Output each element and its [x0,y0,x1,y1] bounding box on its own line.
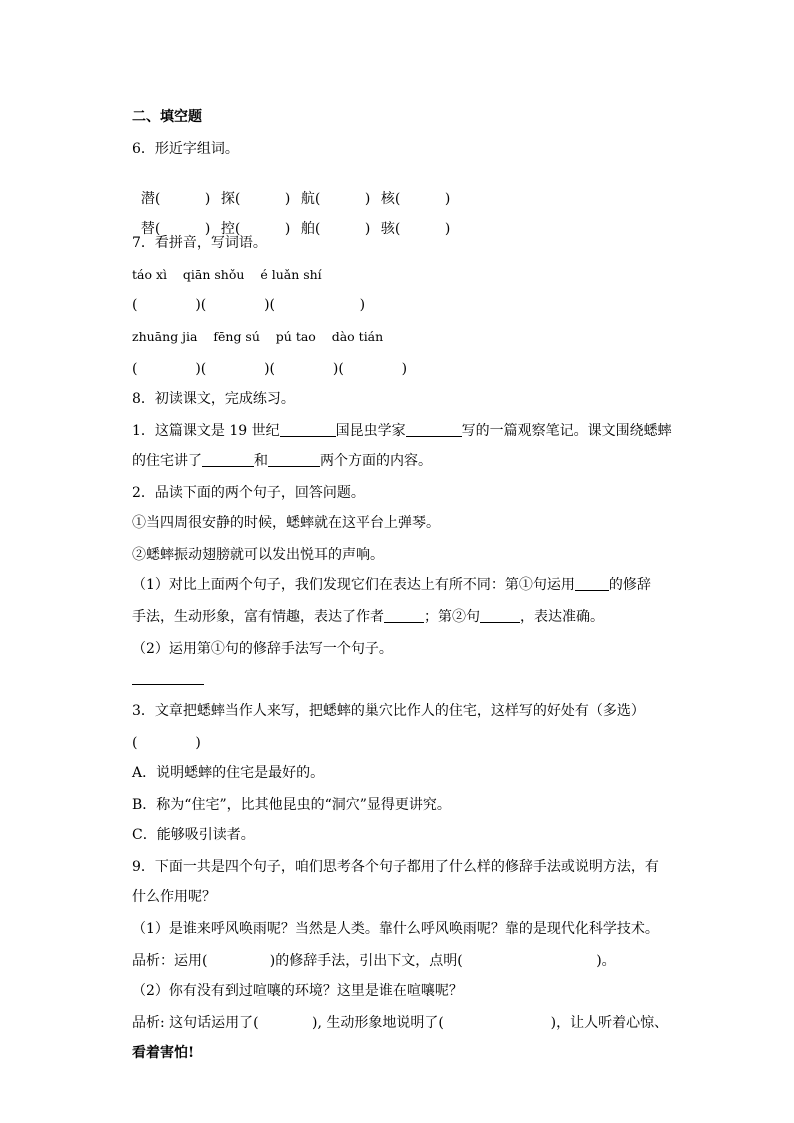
q8-sentence1: ①当四周很安静的时候，蟋蟀就在这平台上弹琴。 [132,515,440,531]
blank [480,608,520,623]
option-c: C．能够吸引读者。 [132,827,255,843]
blank [280,422,336,437]
q8-part1-line2 [132,452,432,470]
blank [575,576,609,591]
q7-pinyin-row2: zhuāng jia fēng sú pú tao dào tián [132,329,384,344]
section-title: 二、填空题 [132,109,202,125]
q7-title: 7．看拼音，写词语。 [132,235,267,251]
option-b: B．称为“住宅”，比其他昆虫的“洞穴”显得更讲究。 [132,797,451,813]
text: 两个方面的内容。 [320,453,432,469]
blank [268,452,320,467]
q6-item: 舶( ) [300,221,371,237]
q7-blanks-row1: ( )( )( ) [132,297,366,313]
q8-sub2: （2）运用第①句的修辞手法写一个句子。 [132,641,393,657]
text: 手法，生动形象，富有情趣，表达了作者 [132,609,384,625]
q7-pinyin-row1: táo xì qiān shǒu é luǎn shí [132,267,322,282]
text: 的修辞 [608,577,651,593]
text: 的住宅讲了 [132,453,202,469]
text: 写的一篇观察笔记。课文围绕蟋蟀 [461,423,672,439]
q9-analysis2: 品析: 这句话运用了( ), 生动形象地说明了( )，让人听着心惊、 [132,1015,669,1031]
q7-blanks-row2: ( )( )( )( ) [132,361,408,377]
q9-title-line1: 9．下面一共是四个句子，咱们思考各个句子都用了什么样的修辞手法或说明方法，有 [132,859,659,875]
q6-item: 控( ) [220,221,291,237]
q6-row2 [132,202,461,238]
q8-part3-blank: ( ) [132,735,201,751]
text: （1）对比上面两个句子，我们发现它们在表达上有所不同：第①句运用 [132,577,575,593]
q8-part1-line1 [132,422,672,440]
q8-sub1-line2 [132,608,604,626]
blank [406,422,462,437]
text: ，表达准确。 [520,609,604,625]
q9-title-line2: 什么作用呢？ [132,889,216,905]
q6-title: 6．形近字组词。 [132,141,239,157]
q8-sentence2: ②蟋蟀振动翅膀就可以发出悦耳的声响。 [132,547,384,563]
q9-sentence1: （1）是谁来呼风唤雨呢？当然是人类。靠什么呼风唤雨呢？靠的是现代化科学技术。 [132,921,659,937]
q6-item: 探( ) [220,191,291,207]
q8-part2-title: 2．品读下面的两个句子，回答问题。 [132,485,365,501]
q6-item: 骇( ) [380,221,451,237]
option-a: A．说明蟋蟀的住宅是最好的。 [132,765,325,781]
q6-item: 潜( ) [140,191,211,207]
q8-sub1-line1 [132,576,651,594]
text: 和 [254,453,268,469]
text: 国昆虫学家 [335,423,406,439]
q9-sentence2: （2）你有没有到过喧嚷的环境？这里是谁在喧嚷呢？ [132,983,463,999]
answer-line [132,684,204,685]
q6-item: 航( ) [300,191,371,207]
q8-title: 8．初读课文，完成练习。 [132,391,295,407]
q6-item: 核( ) [380,191,451,207]
blank [384,608,424,623]
q9-analysis2-cont: 看着害怕! [132,1045,195,1061]
q9-analysis1: 品析：运用( )的修辞手法，引出下文，点明( )。 [132,953,616,969]
text: 1．这篇课文是 19 世纪 [132,423,280,439]
blank [202,452,254,467]
q6-item: 替( ) [140,221,211,237]
text: ；第②句 [424,609,480,625]
q8-part3-title: 3．文章把蟋蟀当作人来写，把蟋蟀的巢穴比作人的住宅，这样写的好处有（多选） [132,703,645,719]
